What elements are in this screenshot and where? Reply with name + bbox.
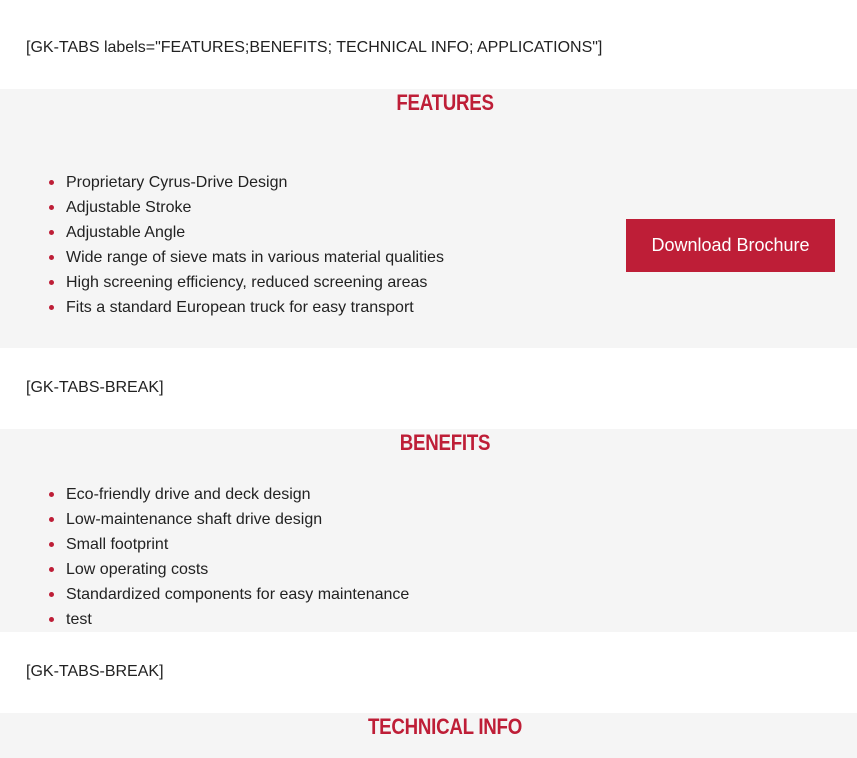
list-item bbox=[66, 557, 409, 582]
list-item bbox=[66, 532, 409, 557]
bullet-icon bbox=[49, 230, 54, 235]
download-brochure-button[interactable]: Download Brochure bbox=[626, 219, 835, 272]
list-item-text: test bbox=[66, 611, 92, 628]
list-item bbox=[66, 195, 444, 220]
bullet-icon bbox=[49, 280, 54, 285]
list-item-text: High screening efficiency, reduced screening areas bbox=[66, 274, 428, 291]
list-item bbox=[66, 482, 409, 507]
list-item bbox=[66, 220, 444, 245]
tabs-break-shortcode-text: [GK-TABS-BREAK] bbox=[26, 663, 164, 680]
list-item bbox=[66, 582, 409, 607]
features-list bbox=[0, 170, 444, 320]
list-item-text: Adjustable Angle bbox=[66, 224, 186, 241]
bullet-icon bbox=[49, 205, 54, 210]
tabs-break-shortcode-text: [GK-TABS-BREAK] bbox=[26, 379, 164, 396]
list-item-text: Small footprint bbox=[66, 536, 169, 553]
list-item bbox=[66, 507, 409, 532]
bullet-icon bbox=[49, 492, 54, 497]
features-heading: FEATURES bbox=[396, 90, 494, 115]
list-item-text: Low-maintenance shaft drive design bbox=[66, 511, 323, 528]
list-item-text: Adjustable Stroke bbox=[66, 199, 192, 216]
list-item-text: Proprietary Cyrus-Drive Design bbox=[66, 174, 288, 191]
benefits-list bbox=[0, 482, 409, 632]
technical-info-heading: TECHNICAL INFO bbox=[367, 714, 522, 739]
bullet-icon bbox=[49, 592, 54, 597]
list-item-text: Standardized components for easy maintenance bbox=[66, 586, 410, 603]
benefits-heading: BENEFITS bbox=[399, 430, 491, 455]
benefits-section bbox=[0, 429, 857, 632]
tabs-shortcode-text: [GK-TABS labels="FEATURES;BENEFITS; TECHNICAL INFO; APPLICATIONS"] bbox=[26, 39, 603, 56]
list-item-text: Fits a standard European truck for easy transport bbox=[66, 299, 414, 316]
bullet-icon bbox=[49, 567, 54, 572]
bullet-icon bbox=[49, 255, 54, 260]
bullet-icon bbox=[49, 542, 54, 547]
list-item bbox=[66, 607, 409, 632]
list-item bbox=[66, 270, 444, 295]
technical-info-section bbox=[0, 713, 857, 758]
bullet-icon bbox=[49, 517, 54, 522]
bullet-icon bbox=[49, 305, 54, 310]
list-item-text: Low operating costs bbox=[66, 561, 209, 578]
list-item bbox=[66, 295, 444, 320]
list-item bbox=[66, 170, 444, 195]
bullet-icon bbox=[49, 617, 54, 622]
list-item-text: Eco-friendly drive and deck design bbox=[66, 486, 311, 503]
list-item bbox=[66, 245, 444, 270]
list-item-text: Wide range of sieve mats in various material qualities bbox=[66, 249, 444, 266]
bullet-icon bbox=[49, 180, 54, 185]
